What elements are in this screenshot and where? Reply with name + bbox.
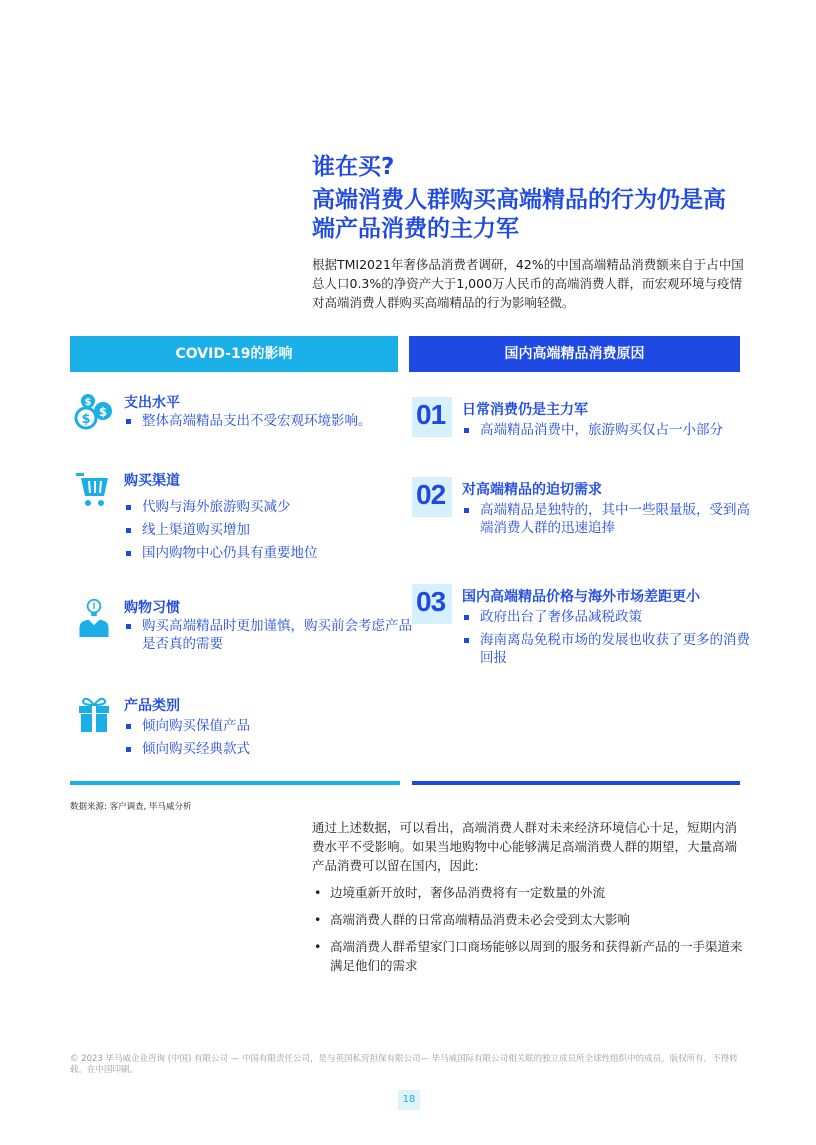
data-source: 数据来源: 客户调查, 毕马威分析 <box>70 802 192 812</box>
reason-02 <box>412 477 750 547</box>
list-item: 政府出台了奢侈品减税政策 <box>462 608 752 626</box>
impact-bullets <box>124 412 414 435</box>
money-coins-icon <box>74 392 114 432</box>
impact-habits <box>70 597 412 667</box>
impact-bullets <box>124 617 414 658</box>
impact-title: 购买渠道 <box>124 473 180 489</box>
copyright-footer: © 2023 毕马威企业咨询 (中国) 有限公司 — 中国有限责任公司，是与英国私营担保有限公司— 毕马威国际有限公司相关联的独立成员所全球性组织中的成员。版权所有，不得转载。在中国印刷。 <box>70 1054 738 1075</box>
intro-paragraph: 根据TMI2021年奢侈品消费者调研，42%的中国高端精品消费额来自于占中国总人口0.3%的净资产大于1,000万人民币的高端消费人群，而宏观环境与疫情对高端消费人群购买高端精品的行为影响轻微。 <box>312 257 744 310</box>
list-item: 高端精品消费中，旅游购买仅占一小部分 <box>462 421 752 439</box>
svg-text:$: $ <box>81 412 91 427</box>
svg-text:$: $ <box>84 397 92 408</box>
impact-bullets <box>124 498 414 567</box>
svg-text:$: $ <box>98 405 108 419</box>
list-item: 高端精品是独特的，其中一些限量版，受到高端消费人群的迅速追捧 <box>462 501 752 537</box>
conclusion-paragraph: 通过上述数据，可以看出，高端消费人群对未来经济环境信心十足，短期内消费水平不受影响。如果当地购物中心能够满足高端消费人群的期望，大量高端产品消费可以留在国内，因此: <box>312 820 738 873</box>
impact-title: 支出水平 <box>124 395 180 411</box>
list-item: 倾向购买保值产品 <box>124 717 414 735</box>
divider-left <box>70 781 400 785</box>
reason-title: 对高端精品的迫切需求 <box>462 482 602 498</box>
covid-impact-heading: COVID-19的影响 <box>70 336 398 372</box>
list-item: 整体高端精品支出不受宏观环境影响。 <box>124 412 414 430</box>
list-item: • 高端消费人群希望家门口商场能够以周到的服务和获得新产品的一手渠道来满足他们的需求 <box>312 937 744 975</box>
list-item: 国内购物中心仍具有重要地位 <box>124 544 414 562</box>
impact-title: 购物习惯 <box>124 600 180 616</box>
page-number: 18 <box>398 1090 420 1110</box>
reason-title: 日常消费仍是主力军 <box>462 402 588 418</box>
impact-channels <box>70 470 400 580</box>
reason-01 <box>412 397 747 447</box>
list-item: 购买高端精品时更加谨慎，购买前会考虑产品是否真的需要 <box>124 617 414 653</box>
list-item: 倾向购买经典款式 <box>124 740 414 758</box>
list-item: • 高端消费人群的日常高端精品消费未必会受到太大影响 <box>312 910 744 929</box>
page-title: 高端消费人群购买高端精品的行为仍是高端产品消费的主力军 <box>312 187 726 242</box>
impact-title: 产品类别 <box>124 698 180 714</box>
gift-box-icon <box>74 695 114 735</box>
reason-03 <box>412 584 750 674</box>
domestic-reasons-heading: 国内高端精品消费原因 <box>409 336 740 372</box>
impact-bullets <box>124 717 414 763</box>
reason-number: 01 <box>416 399 446 430</box>
list-item: 代购与海外旅游购买减少 <box>124 498 414 516</box>
reason-number: 02 <box>416 479 446 510</box>
conclusion-points <box>312 883 744 975</box>
reason-bullets <box>462 501 752 542</box>
list-item: 海南离岛免税市场的发展也收获了更多的消费回报 <box>462 631 752 667</box>
impact-categories <box>70 695 400 765</box>
reason-number: 03 <box>416 586 446 617</box>
reason-bullets <box>462 421 752 444</box>
reason-title: 国内高端精品价格与海外市场差距更小 <box>462 589 700 605</box>
divider-right <box>412 781 740 785</box>
conclusion-section <box>312 818 744 983</box>
reason-bullets <box>462 608 752 672</box>
lightbulb-person-icon <box>74 597 114 637</box>
impact-spending <box>70 392 400 452</box>
section-question: 谁在买? <box>312 154 395 180</box>
list-item: • 边境重新开放时，奢侈品消费将有一定数量的外流 <box>312 883 744 902</box>
shopping-cart-icon <box>74 470 114 510</box>
list-item: 线上渠道购买增加 <box>124 521 414 539</box>
